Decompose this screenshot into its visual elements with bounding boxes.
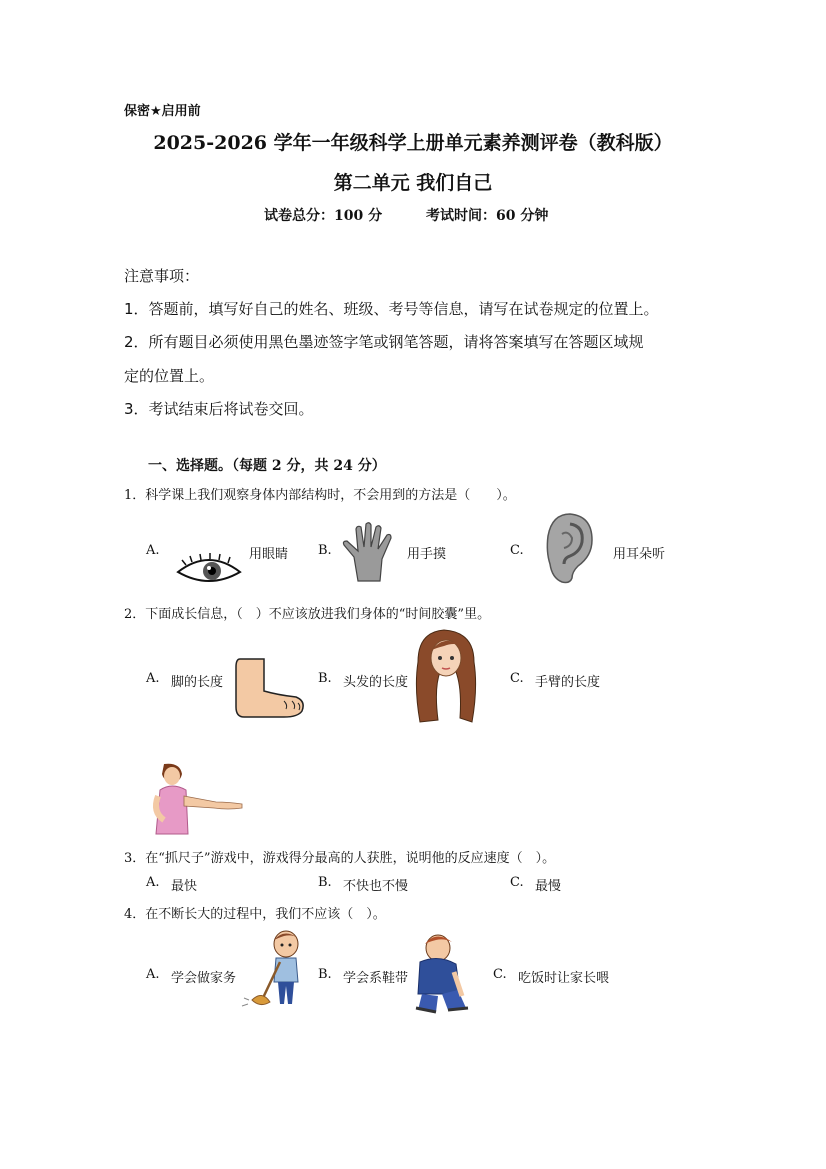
ear-icon — [542, 512, 594, 584]
hand-icon — [340, 521, 402, 583]
q2-option-c-letter[interactable]: C. — [510, 671, 524, 686]
q4-option-b-text[interactable]: 学会系鞋带 — [343, 971, 409, 986]
question-3-stem: 3．在“抓尺子”游戏中，游戏得分最高的人获胜，说明他的反应速度（ ）。 — [124, 851, 556, 866]
q2-option-a-text[interactable]: 脚的长度 — [171, 675, 224, 690]
q1-option-a-letter[interactable]: A. — [146, 543, 160, 558]
boy-sweeping-icon — [240, 928, 308, 1012]
q2-option-b-letter[interactable]: B. — [318, 671, 332, 686]
notice-item-2: 2．所有题目必须使用黑色墨迹签字笔或钢笔答题，请将答案填写在答题区域规 — [124, 333, 644, 351]
exam-title: 2025-2026 学年一年级科学上册单元素养测评卷（教科版） — [153, 132, 673, 154]
q2-option-c-text[interactable]: 手臂的长度 — [535, 675, 601, 690]
q1-option-c-text[interactable]: 用耳朵听 — [613, 547, 666, 562]
q3-option-b-text[interactable]: 不快也不慢 — [343, 879, 409, 894]
notice-heading: 注意事项： — [124, 267, 200, 285]
question-4-stem: 4．在不断长大的过程中，我们不应该（ ）。 — [124, 907, 386, 922]
section-title: 一、选择题。（每题 2 分，共 24 分） — [148, 458, 386, 474]
q3-option-c-text[interactable]: 最慢 — [535, 879, 562, 894]
q2-option-a-letter[interactable]: A. — [146, 671, 160, 686]
q4-option-a-text[interactable]: 学会做家务 — [171, 971, 237, 986]
q1-option-b-letter[interactable]: B. — [318, 543, 332, 558]
q1-option-a-text[interactable]: 用眼睛 — [249, 547, 289, 562]
q4-option-c-letter[interactable]: C. — [493, 967, 507, 982]
long-hair-girl-icon — [414, 628, 480, 724]
q3-option-a-letter[interactable]: A. — [146, 875, 160, 890]
q3-option-b-letter[interactable]: B. — [318, 875, 332, 890]
q4-option-b-letter[interactable]: B. — [318, 967, 332, 982]
exam-time: 考试时间：60 分钟 — [426, 208, 549, 224]
q2-option-b-text[interactable]: 头发的长度 — [343, 675, 409, 690]
eye-icon — [176, 552, 242, 588]
q1-option-c-letter[interactable]: C. — [510, 543, 524, 558]
total-score: 试卷总分：100 分 — [264, 208, 383, 224]
q4-option-a-letter[interactable]: A. — [146, 967, 160, 982]
confidential-label: 保密★启用前 — [124, 104, 201, 119]
foot-icon — [234, 657, 306, 719]
notice-item-1: 1．答题前，填写好自己的姓名、班级、考号等信息，请写在试卷规定的位置上。 — [124, 300, 659, 318]
woman-extending-arm-icon — [150, 762, 246, 836]
unit-subtitle: 第二单元 我们自己 — [333, 172, 493, 194]
boy-tying-shoe-icon — [414, 932, 470, 1014]
q1-option-b-text[interactable]: 用手摸 — [407, 547, 447, 562]
notice-item-2-cont: 定的位置上。 — [124, 367, 215, 385]
q4-option-c-text[interactable]: 吃饭时让家长喂 — [518, 971, 610, 986]
notice-item-3: 3．考试结束后将试卷交回。 — [124, 400, 314, 418]
q3-option-c-letter[interactable]: C. — [510, 875, 524, 890]
question-1-stem: 1．科学课上我们观察身体内部结构时，不会用到的方法是（ ）。 — [124, 488, 516, 503]
question-2-stem: 2．下面成长信息，（ ）不应该放进我们身体的“时间胶囊”里。 — [124, 607, 491, 622]
q3-option-a-text[interactable]: 最快 — [171, 879, 198, 894]
